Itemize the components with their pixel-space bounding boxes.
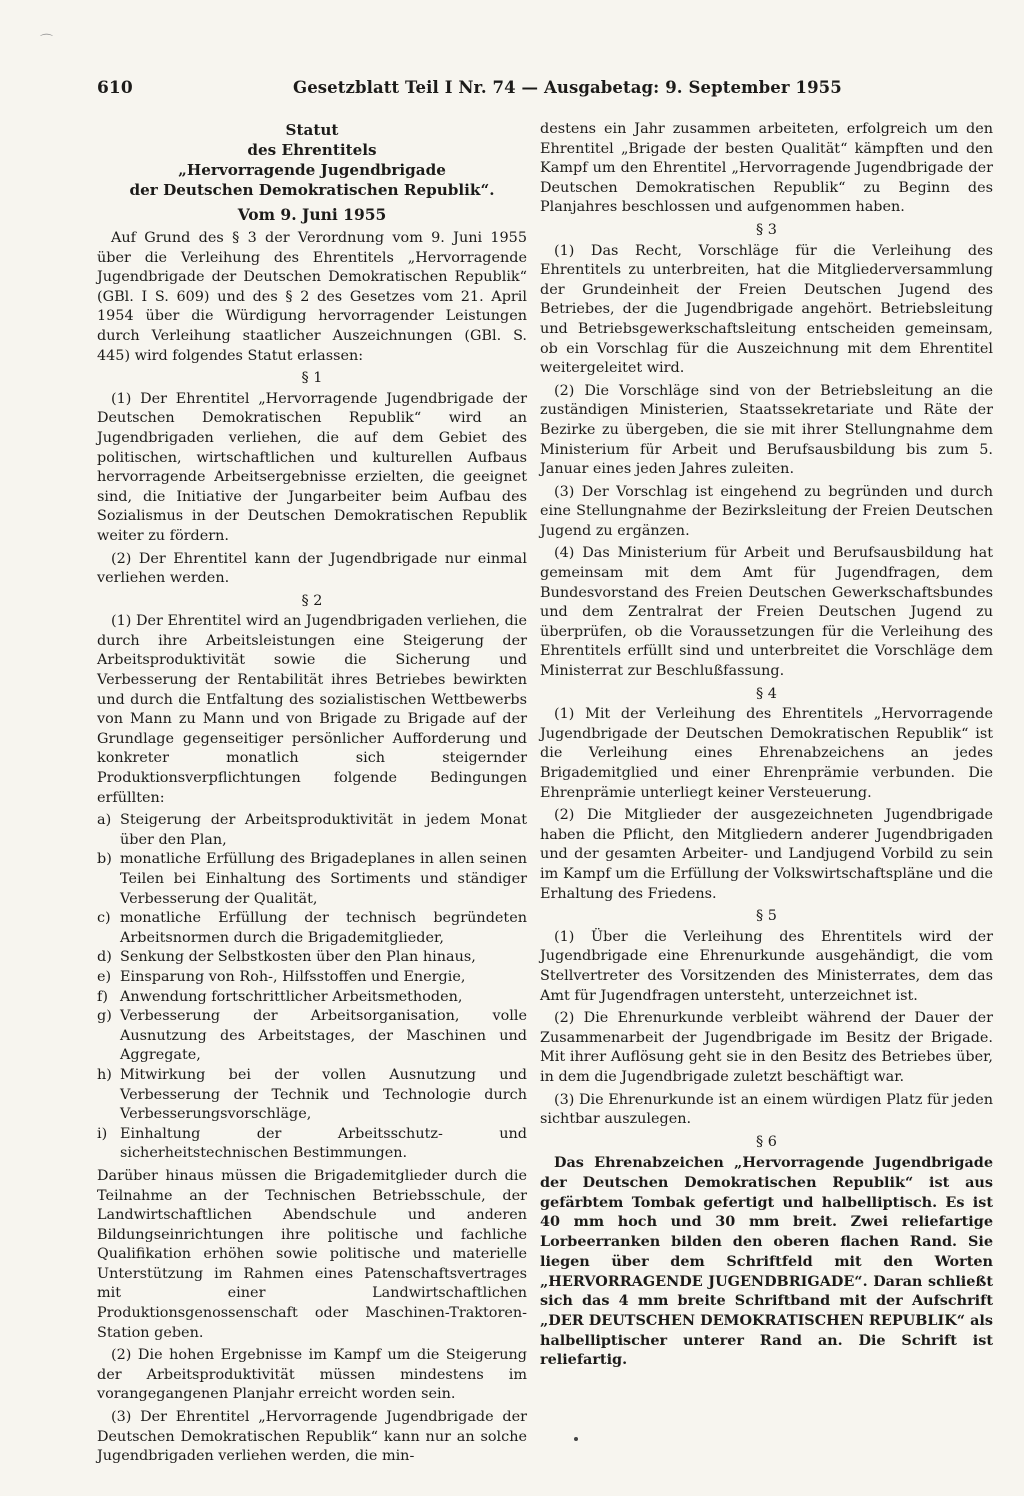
section-heading: § 1 bbox=[301, 370, 323, 387]
list-label: h) bbox=[97, 1066, 112, 1083]
title-line: „Hervorragende Jugendbrigade bbox=[178, 161, 446, 179]
left-column bbox=[97, 120, 527, 1470]
list-label: f) bbox=[97, 988, 108, 1005]
page-header bbox=[97, 78, 997, 106]
list-item bbox=[97, 909, 527, 948]
list-text: Mitwirkung bei der vollen Ausnutzung und Verbesserung der Technik und Technologie durch Verbesserungsvorschläge, bbox=[120, 1066, 527, 1123]
list-text: Einsparung von Roh-, Hilfsstoffen und Energie, bbox=[120, 968, 466, 985]
paragraph: (1) Das Recht, Vorschläge für die Verleihung des Ehrentitels zu unterbreiten, hat die Mitgliederversammlung der Grundeinheit der Freien Deutschen Jugend des Betriebes, der die Jugendbrigade angehört. Betriebsleitung und Betriebsgewerkschaftsleitung entscheiden gemeinsam, ob ein Vorschlag für die Auszeichnung mit dem Ehrentitel weitergeleitet wird. bbox=[540, 242, 993, 377]
list-text: Einhaltung der Arbeitsschutz- und sicherheitstechnischen Bestimmungen. bbox=[120, 1125, 527, 1162]
paragraph: (2) Die Vorschläge sind von der Betriebsleitung an die zuständigen Ministerien, Staatssekretariate und Räte der Bezirke zu übergeben, die sie mit ihrer Stellungnahme dem Ministerium für Arbeit und Berufsausbildung bis zum 5. Januar eines jeden Jahres zuleiten. bbox=[540, 382, 993, 478]
paragraph: (4) Das Ministerium für Arbeit und Berufsausbildung hat gemeinsam mit dem Amt für Jugendfragen, dem Bundesvorstand des Freien Deutschen Gewerkschaftsbundes und dem Zentralrat der Freien Deutschen Jugend zu überprüfen, ob die Voraussetzungen für die Verleihung des Ehrentitels erfüllt sind und unterbreitet die Vorschläge dem Ministerrat zur Beschlußfassung. bbox=[540, 545, 993, 680]
paragraph: (2) Der Ehrentitel kann der Jugendbrigade nur einmal verliehen werden. bbox=[97, 550, 527, 587]
section-heading: § 2 bbox=[301, 592, 323, 609]
paragraph: Das Ehrenabzeichen „Hervorragende Jugendbrigade der Deutschen Demokratischen Republik“ ist aus gefärbtem Tombak gefertigt und halbelliptisch. Es ist 40 mm hoch und 30 mm breit. Zwei reliefartige Lorbeerranken bilden den oberen flachen Rand. Sie liegen über dem Schriftfeld mit den Worten „HERVORRAGENDE JUGENDBRIGADE“. Daran schließt sich das 4 mm breite Schriftband mit der Aufschrift „DER DEUTSCHEN DEMOKRATISCHEN REPUBLIK“ als halbelliptischer unterer Rand an. Die Schrift ist reliefartig. bbox=[540, 1154, 993, 1369]
section-heading: § 3 bbox=[756, 221, 777, 238]
list-label: g) bbox=[97, 1008, 112, 1025]
title-line: der Deutschen Demokratischen Republik“. bbox=[129, 181, 495, 199]
list-text: Senkung der Selbstkosten über den Plan hinaus, bbox=[120, 949, 476, 966]
paragraph: Darüber hinaus müssen die Brigademitglieder durch die Teilnahme an der Technischen Betriebsschule, der Landwirtschaftlichen Abendschule und anderen Bildungseinrichtungen ihre politische und fachliche Qualifikation erhöhen sowie politische und materielle Unterstützung im Rahmen eines Patenschaftsvertrages mit einer Landwirtschaftlichen Produktionsgenossenschaft oder Maschinen-Traktoren-Station geben. bbox=[97, 1167, 527, 1341]
paragraph: (1) Der Ehrentitel „Hervorragende Jugendbrigade der Deutschen Demokratischen Republik“ wird an Jugendbrigaden verliehen, die auf dem Gebiet des politischen, wirtschaftlichen und kulturellen Aufbaus hervorragende Arbeitsergebnisse erzielten, die geeignet sind, die Initiative der Jungarbeiter beim Aufbau des Sozialismus in der Deutschen Demokratischen Republik weiter zu fördern. bbox=[97, 390, 527, 544]
list-label: e) bbox=[97, 968, 112, 985]
section-6-text bbox=[540, 1153, 993, 1370]
paragraph: (3) Der Ehrentitel „Hervorragende Jugendbrigade der Deutschen Demokratischen Republik“ kann nur an solche Jugendbrigaden verliehen werden, die min- bbox=[97, 1409, 527, 1465]
section-heading: § 4 bbox=[756, 685, 777, 702]
preamble: Auf Grund des § 3 der Verordnung vom 9. Juni 1955 über die Verleihung des Ehrentitels „Hervorragende Jugendbrigade der Deutschen Demokratischen Republik“ (GBl. I S. 609) und des § 2 des Gesetzes vom 21. April 1954 über die Würdigung hervorragender Leistungen durch Verleihung staatlicher Auszeichnungen (GBl. S. 445) wird folgendes Statut erlassen: bbox=[97, 230, 527, 364]
list-label: c) bbox=[97, 910, 111, 927]
title-line: des Ehrentitels bbox=[247, 141, 377, 159]
conditions-list bbox=[97, 811, 527, 1164]
list-label: d) bbox=[97, 949, 112, 966]
list-item bbox=[97, 968, 527, 988]
list-item bbox=[97, 1066, 527, 1125]
list-text: monatliche Erfüllung der technisch begründeten Arbeitsnormen durch die Brigademitglieder, bbox=[120, 910, 527, 946]
paragraph: (3) Der Vorschlag ist eingehend zu begründen und durch eine Stellungnahme der Bezirksleitung der Freien Deutschen Jugend zu ergänzen. bbox=[540, 483, 993, 539]
list-item bbox=[97, 1125, 527, 1164]
statute-title bbox=[97, 120, 527, 225]
list-item bbox=[97, 948, 527, 968]
paragraph: (3) Die Ehrenurkunde ist an einem würdigen Platz für jeden sichtbar auszulegen. bbox=[540, 1091, 993, 1128]
right-column bbox=[540, 120, 993, 1373]
list-item bbox=[97, 988, 527, 1008]
section-heading: § 6 bbox=[756, 1133, 777, 1150]
paragraph: (1) Mit der Verleihung des Ehrentitels „Hervorragende Jugendbrigade der Deutschen Demokratischen Republik“ ist die Verleihung eines Ehrenabzeichens an jedes Brigademitglied und einer Ehrenprämie verbunden. Die Ehrenprämie unterliegt keiner Versteuerung. bbox=[540, 706, 993, 801]
list-label: b) bbox=[97, 851, 112, 868]
scan-mark: ⌒ bbox=[40, 34, 54, 49]
list-text: Steigerung der Arbeitsproduktivität in jedem Monat über den Plan, bbox=[120, 812, 527, 848]
paragraph-continuation: destens ein Jahr zusammen arbeiteten, erfolgreich um den Ehrentitel „Brigade der besten Qualität“ kämpften und den Kampf um den Ehrentitel „Hervorragende Jugendbrigade der Deutschen Demokratischen Republik“ zu Beginn des Planjahres beschlossen und aufgenommen haben. bbox=[540, 121, 993, 216]
paragraph: (2) Die Mitglieder der ausgezeichneten Jugendbrigade haben die Pflicht, den Mitgliedern anderer Jugendbrigaden und der gesamten Arbeiter- und Landjugend Vorbild zu sein im Kampf um die Erfüllung der Volkswirtschaftspläne und die Erhaltung des Friedens. bbox=[540, 807, 993, 902]
list-item bbox=[97, 850, 527, 909]
title-line: Statut bbox=[285, 121, 339, 139]
list-text: monatliche Erfüllung des Brigadeplanes in allen seinen Teilen bei Einhaltung des Sortiments und ständiger Verbesserung der Qualität, bbox=[120, 851, 527, 907]
list-item bbox=[97, 1007, 527, 1066]
paragraph: (2) Die Ehrenurkunde verbleibt während der Dauer der Zusammenarbeit der Jugendbrigade im Besitz der Brigade. Mit ihrer Auflösung geht sie in den Besitz des Betriebes über, in dem die Jugendbrigade zuletzt beschäftigt war. bbox=[540, 1010, 993, 1085]
statute-date: Vom 9. Juni 1955 bbox=[237, 205, 387, 224]
ink-speck bbox=[574, 1437, 578, 1441]
paragraph: (1) Über die Verleihung des Ehrentitels wird der Jugendbrigade eine Ehrenurkunde ausgehändigt, die vom Stellvertreter des Vorsitzenden des Ministerrates, dem das Amt für Jugendfragen untersteht, unterzeichnet ist. bbox=[540, 928, 993, 1004]
section-heading: § 5 bbox=[756, 908, 777, 925]
list-item bbox=[97, 811, 527, 850]
header-title: Gesetzblatt Teil I Nr. 74 — Ausgabetag: 9. September 1955 bbox=[293, 78, 842, 97]
list-text: Anwendung fortschrittlicher Arbeitsmethoden, bbox=[120, 988, 463, 1005]
paragraph: (2) Die hohen Ergebnisse im Kampf um die Steigerung der Arbeitsproduktivität müssen mindestens im vorangegangenen Planjahr erreicht worden sein. bbox=[97, 1347, 527, 1403]
list-text: Verbesserung der Arbeitsorganisation, volle Ausnutzung des Arbeitstages, der Maschinen und Aggregate, bbox=[120, 1008, 527, 1064]
paragraph: (1) Der Ehrentitel wird an Jugendbrigaden verliehen, die durch ihre Arbeitsleistungen eine Steigerung der Arbeitsproduktivität sowie die Sicherung und Verbesserung der Rentabilität ihres Betriebes bewirkten und durch die Entfaltung des sozialistischen Wettbewerbs von Mann zu Mann und von Brigade zu Brigade auf der Grundlage gegenseitiger persönlicher Aufforderung und konkreter monatlich sich steigernder Produktionsverpflichtungen folgende Bedingungen erfüllten: bbox=[97, 613, 527, 806]
list-label: i) bbox=[97, 1125, 108, 1142]
list-label: a) bbox=[97, 812, 112, 829]
page-number: 610 bbox=[97, 78, 133, 98]
